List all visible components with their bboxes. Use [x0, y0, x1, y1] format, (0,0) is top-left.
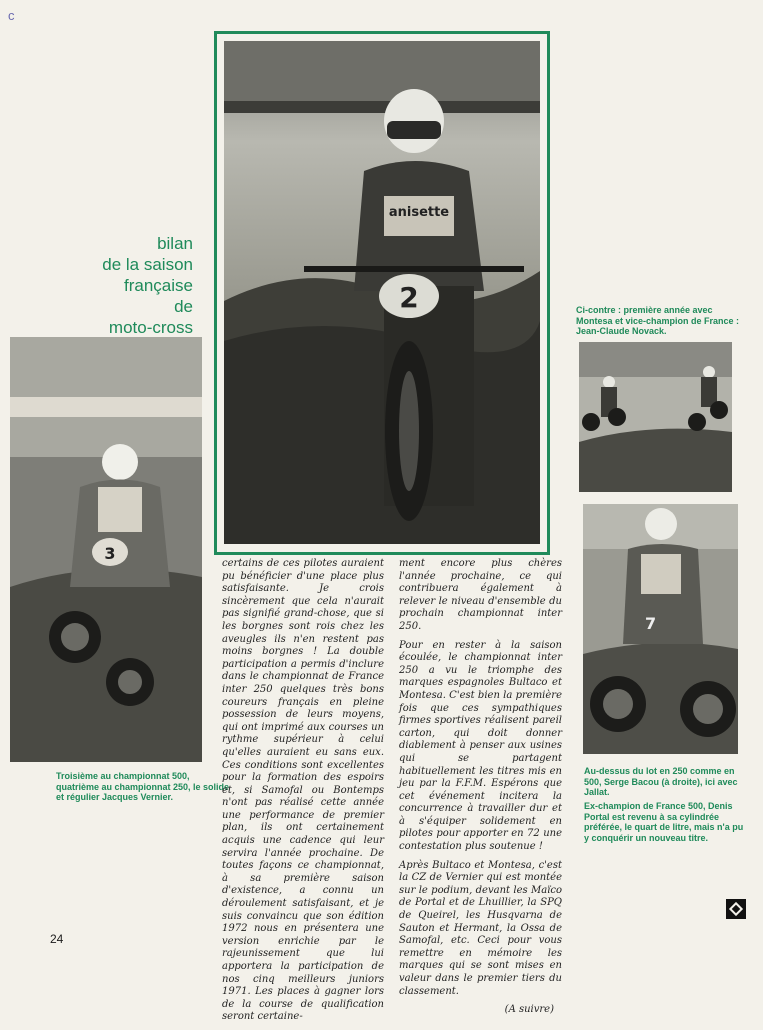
end-of-article-icon — [726, 899, 746, 919]
left-bike-number: 3 — [104, 544, 116, 563]
bottom-right-caption-2: Ex-champion de France 500, Denis Portal est revenu à sa cylindrée préférée, le quart de litre, mais n'a pu y conquérir un nouveau titre. — [584, 801, 744, 843]
to-be-continued: (A suivre) — [504, 1004, 554, 1016]
paragraph: certains de ces pilotes auraient pu bénéficier d'une place plus satisfaisante. Je crois sincèrement que cela n'aurait pas signifié grand-chose, que si les borgnes sont rois chez les aveugles ils n'en restent pas moins borgnes ! La double participation a permis d'inclure dans le championnat de France inter 250 quelques très bons coureurs français en pleine possession de leurs moyens, qui ont imprimé aux courses un rythme supérieur à celui qu'elles auraient eu sans eux. Ces conditions sont excellentes pour la formation des espoirs et, si Samofal ou Bontemps n'ont pas réalisé cette année une performance de premier plan, ils ont certainement acquis une cadence qui leur servira l'année prochaine. De toutes façons ce championnat, à sa première saison d'existence, a connu un déroulement satisfaisant, et je suis convaincu que son édition 1972 nous en présentera une version enrichie par le rajeunissement que lui apportera la participation de nos cinq meilleurs juniors 1971. Les places à gagner lors de la course de qualification seront certaine- — [222, 558, 384, 1023]
article-column-1 — [222, 558, 384, 1030]
bottom-right-caption-1: Au-dessus du lot en 250 comme en 500, Serge Bacou (à droite), ici avec Jallat. — [584, 766, 738, 797]
page-corner-mark: c — [8, 8, 15, 23]
left-photo-caption: Troisième au championnat 500, quatrième au championnat 250, le solide et régulier Jacques Vernier. — [56, 771, 230, 802]
article-column-2 — [399, 558, 562, 1023]
paragraph: Après Bultaco et Montesa, c'est la CZ de Vernier qui est montée sur le podium, devant les Maïco de Portal et de Lhuillier, la SPQ de Queirel, les Husqvarna de Sauton et Hermant, la Ossa de Samofal, etc. Ceci pour vous remettre en mémoire les marques qui se sont mises en valeur dans le premier tiers du classement. — [399, 859, 562, 997]
bottom-right-photo — [583, 504, 738, 754]
top-right-photo — [579, 342, 732, 492]
top-right-caption: Ci-contre : première année avec Montesa et vice-champion de France : Jean-Claude Novack. — [576, 305, 740, 336]
headline-line: française — [124, 276, 193, 295]
jersey-text: anisette — [388, 205, 450, 220]
headline-line: de — [174, 297, 193, 316]
main-bike-number: 2 — [399, 281, 419, 314]
paragraph: Pour en rester à la saison écoulée, le championnat inter 250 a vu le triomphe des marques espagnoles Bultaco et Montesa. C'est bien la première fois que ces sympathiques firmes sportives réalisent pareil carton, qui doit donner diablement à penser aux usines qui se partagent habituellement les titres mis en jeu par la F.F.M. Espérons que cet événement incitera la concurrence à travailler dur et à s'équiper solidement en pilotes pour apporter en 72 une contestation plus soutenue ! — [399, 639, 562, 853]
left-photo — [10, 337, 202, 762]
headline — [0, 233, 193, 338]
page-number: 24 — [50, 932, 64, 946]
right-bike-number: 7 — [645, 614, 657, 633]
headline-line: bilan — [157, 234, 193, 253]
headline-line: moto-cross — [108, 318, 193, 337]
paragraph: ment encore plus chères l'année prochaine, ce qui contribuera également à relever le niveau d'ensemble du prochain championnat inter 250. — [399, 558, 562, 632]
main-photo — [224, 41, 540, 544]
headline-line: de la saison — [102, 255, 193, 274]
